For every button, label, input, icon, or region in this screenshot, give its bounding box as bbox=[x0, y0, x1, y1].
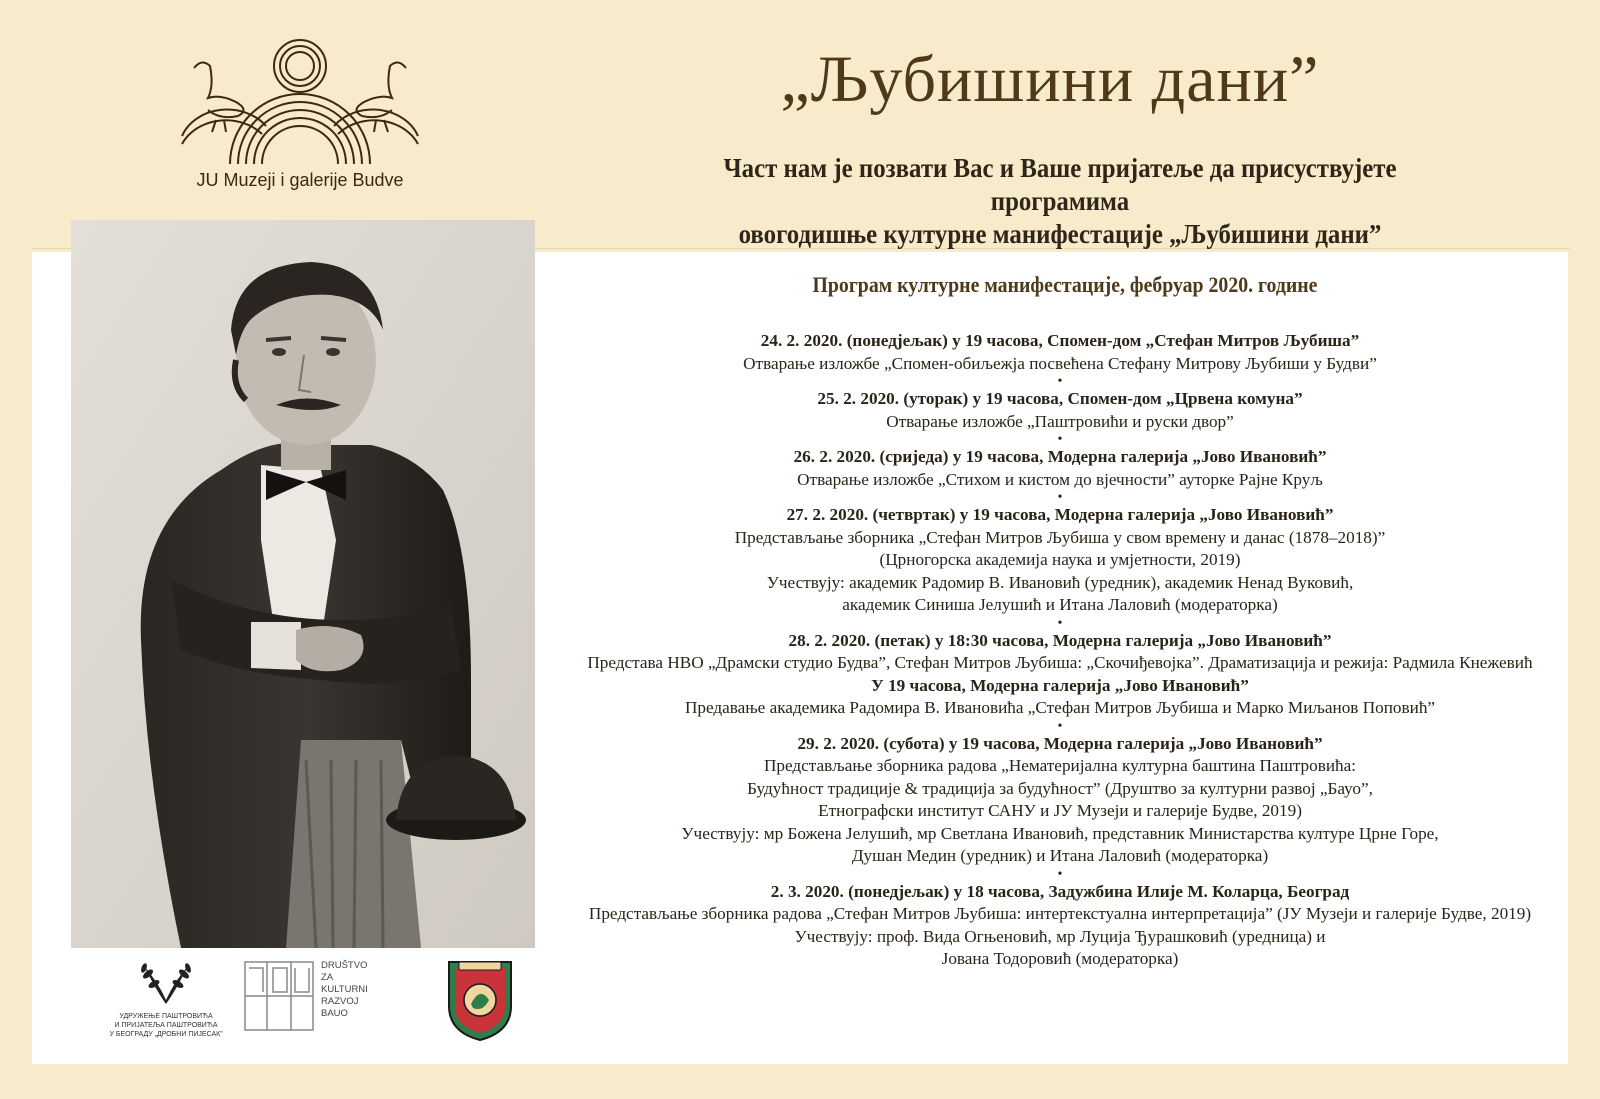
event-title: 27. 2. 2020. (четвртак) у 19 часова, Модерна галерија „Јово Ивановић” bbox=[786, 505, 1334, 524]
event-title: 28. 2. 2020. (петак) у 18:30 часова, Модерна галерија „Јово Ивановић” bbox=[788, 630, 1332, 650]
separator-bullet: • bbox=[1057, 615, 1063, 631]
museum-name: JU Muzeji i galerije Budve bbox=[196, 170, 404, 190]
event-line: (Црногорска академија наука и умјетности, 2019) bbox=[879, 550, 1241, 569]
separator-bullet: • bbox=[1057, 866, 1063, 882]
separator-bullet: • bbox=[1057, 490, 1063, 505]
event-line: Отварање изложбе „Паштровићи и руски двор” bbox=[886, 411, 1234, 431]
event-line: Предавање академика Радомира В. Ивановића „Стефан Митров Љубиша и Марко Миљанов Поповић” bbox=[684, 698, 1436, 717]
bauo-logo bbox=[243, 960, 383, 1040]
association-text: УДРУЖЕЊЕ ПАШТРОВИЋА И ПРИЈАТЕЉА ПАШТРОВИЋА У БЕОГРАДУ „ДРОБНИ ПИЈЕСАК” bbox=[109, 1013, 223, 1038]
bauo-mark-icon bbox=[243, 960, 315, 1032]
bauo-text: DRUŠTVO ZA KULTURNI RAZVOJ BAUO bbox=[321, 960, 368, 1019]
event-line: Представа НВО „Драмски студио Будва”, Стефан Митров Љубиша: „Скочиђевојка”. Драматизација и режија: Радмила Кнежевић bbox=[587, 653, 1533, 672]
footer-band bbox=[0, 1064, 1600, 1099]
invitation-line: Част нам је позвати Вас и Ваше пријатеље да присуствујете програмима bbox=[723, 153, 1397, 216]
portrait-photo bbox=[71, 220, 535, 948]
event-line: Представљање зборника радова „Нематеријална културна баштина Паштровића: bbox=[763, 756, 1357, 775]
association-logo bbox=[91, 960, 241, 1050]
event-line: академик Синиша Јелушић и Итана Лаловић (модераторка) bbox=[842, 595, 1278, 614]
event-title: 29. 2. 2020. (субота) у 19 часова, Модерна галерија „Јово Ивановић” bbox=[797, 733, 1323, 753]
event-item bbox=[580, 388, 1540, 433]
program-heading: Програм културне манифестације, фебруар 2020. године bbox=[812, 272, 1318, 297]
event-line: Представљање зборника „Стефан Митров Љубиша у свом времену и данас (1878–2018)” bbox=[734, 527, 1386, 547]
event-line: Учествују: академик Радомир В. Ивановић (уредник), академик Ненад Вуковић, bbox=[766, 572, 1354, 592]
page-title: „Љубишини дани” bbox=[780, 43, 1320, 116]
invitation-line: овогодишње културне манифестације „Љубишини дани” bbox=[738, 219, 1382, 249]
event-item bbox=[580, 446, 1540, 491]
program-list bbox=[580, 330, 1540, 971]
event-line: Јована Тодоровић (модераторка) bbox=[941, 949, 1179, 968]
event-item bbox=[580, 881, 1540, 971]
event-line: Учествују: проф. Вида Огњеновић, мр Луција Ђурашковић (уредница) и bbox=[794, 926, 1326, 946]
event-line: Етнографски институт САНУ и ЈУ Музеји и галерије Будве, 2019) bbox=[818, 801, 1302, 820]
museum-logo bbox=[180, 36, 420, 196]
separator-bullet: • bbox=[1057, 432, 1063, 447]
event-line: Учествују: мр Божена Јелушић, мр Светлана Ивановић, представник Министарства културе Црне Горе, bbox=[681, 823, 1439, 843]
event-line: Душан Медин (уредник) и Итана Лаловић (модераторка) bbox=[851, 846, 1269, 865]
portrait-illustration bbox=[71, 220, 535, 948]
shield-emblem-icon bbox=[445, 956, 515, 1042]
separator-bullet: • bbox=[1057, 718, 1063, 734]
event-item bbox=[580, 630, 1540, 720]
event-item bbox=[580, 733, 1540, 868]
museum-emblem-icon bbox=[180, 36, 420, 171]
event-title: 2. 3. 2020. (понедјељак) у 18 часова, Задужбина Илије М. Коларца, Београд bbox=[770, 881, 1350, 901]
laurel-icon bbox=[136, 960, 196, 1005]
event-title: 25. 2. 2020. (уторак) у 19 часова, Спомен-дом „Црвена комуна” bbox=[817, 389, 1303, 408]
event-line: Представљање зборника радова „Стефан Митров Љубиша: интертекстуална интерпретација” (ЈУ Музеји и галерије Будве, 2019) bbox=[588, 904, 1532, 923]
event-item bbox=[580, 330, 1540, 375]
kolarac-emblem bbox=[445, 956, 515, 1042]
event-title: 24. 2. 2020. (понедјељак) у 19 часова, Спомен-дом „Стефан Митров Љубиша” bbox=[760, 331, 1360, 350]
event-item bbox=[580, 504, 1540, 617]
invitation-text bbox=[655, 152, 1465, 251]
event-title: 26. 2. 2020. (сриједа) у 19 часова, Модерна галерија „Јово Ивановић” bbox=[793, 447, 1327, 466]
event-line: Будућност традиције & традиција за будућност” (Друштво за културни развој „Бауо”, bbox=[747, 778, 1373, 798]
event-subtitle: У 19 часова, Модерна галерија „Јово Ивановић” bbox=[871, 675, 1249, 695]
partner-logos bbox=[71, 960, 535, 1060]
event-line: Отварање изложбе „Спомен-обиљежја посвећена Стефану Митрову Љубиши у Будви” bbox=[743, 353, 1377, 373]
separator-bullet: • bbox=[1057, 374, 1063, 389]
event-line: Отварање изложбе „Стихом и кистом до вјечности” ауторке Рајне Круљ bbox=[797, 469, 1323, 489]
